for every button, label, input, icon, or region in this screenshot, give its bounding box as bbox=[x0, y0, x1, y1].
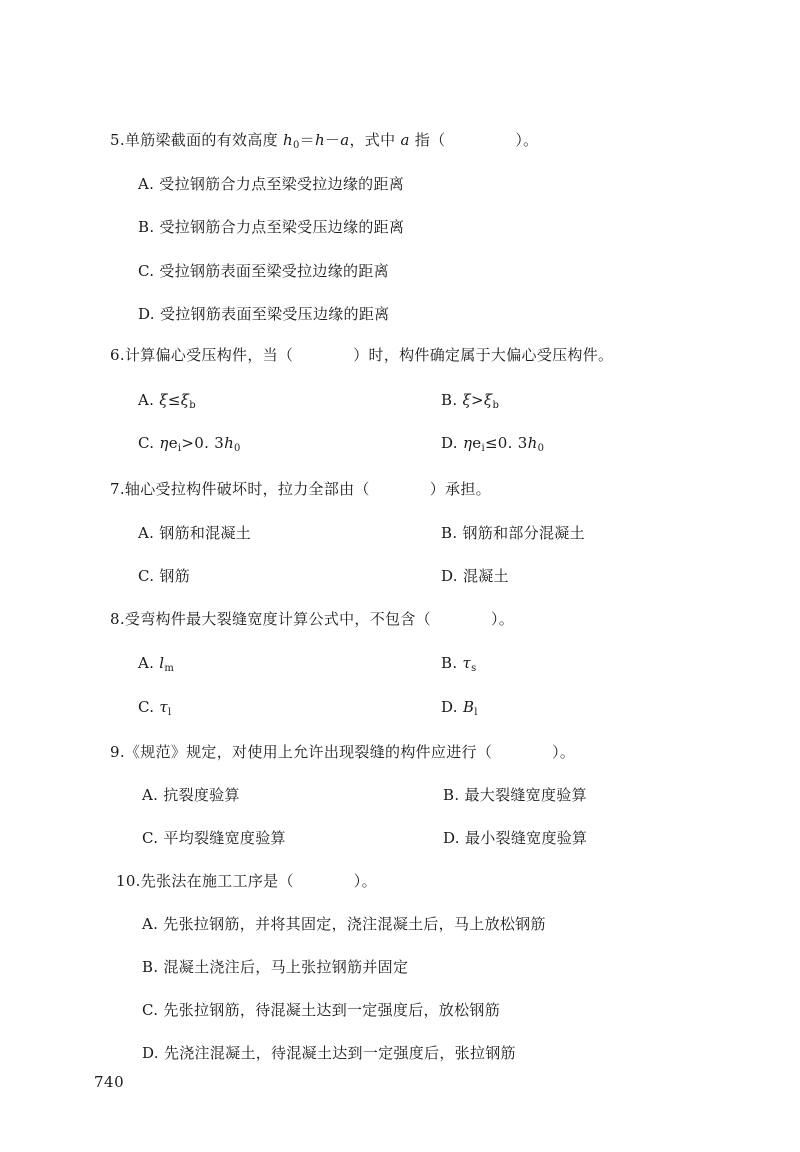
option-7c: C. 钢筋 bbox=[138, 567, 190, 585]
option-8d: D. $B_l$ bbox=[441, 698, 478, 718]
option-10b: B. 混凝土浇注后，马上张拉钢筋并固定 bbox=[142, 958, 409, 976]
question-number: 9. bbox=[110, 743, 125, 761]
option-6d: D. $\eta e_i\le 0$. $3h_0$ bbox=[441, 434, 545, 454]
option-8b: B. $\tau_s$ bbox=[441, 654, 477, 674]
page-number: 740 bbox=[94, 1073, 125, 1091]
option-6a: A. $\xi\le\xi_b$ bbox=[138, 391, 196, 411]
question-9-stem: 9.《规范》规定，对使用上允许出现裂缝的构件应进行（ ）。 bbox=[110, 743, 576, 761]
option-5c: C. 受拉钢筋表面至梁受拉边缘的距离 bbox=[138, 262, 389, 280]
question-number: 6. bbox=[110, 346, 125, 364]
question-10-stem: 10.先张法在施工工序是（ ）。 bbox=[116, 872, 377, 890]
option-9c: C. 平均裂缝宽度验算 bbox=[142, 829, 286, 847]
option-7d: D. 混凝土 bbox=[441, 567, 509, 585]
question-number: 7. bbox=[110, 480, 125, 498]
option-6c: C. $\eta e_i>0$. $3h_0$ bbox=[138, 434, 241, 454]
question-number: 8. bbox=[110, 610, 125, 628]
question-5-stem: 5.单筋梁截面的有效高度 $h_0=h-a$，式中 a 指（ ）。 bbox=[110, 131, 539, 151]
question-number: 10. bbox=[116, 872, 141, 890]
option-9d: D. 最小裂缝宽度验算 bbox=[443, 829, 588, 847]
question-7-stem: 7.轴心受拉构件破坏时，拉力全部由（ ）承担。 bbox=[110, 480, 491, 498]
option-7a: A. 钢筋和混凝土 bbox=[138, 524, 252, 542]
question-number: 5. bbox=[110, 131, 125, 149]
option-8c: C. $\tau_l$ bbox=[138, 698, 172, 718]
option-9a: A. 抗裂度验算 bbox=[142, 786, 240, 804]
option-10c: C. 先张拉钢筋，待混凝土达到一定强度后，放松钢筋 bbox=[142, 1001, 500, 1019]
question-8-stem: 8.受弯构件最大裂缝宽度计算公式中，不包含（ ）。 bbox=[110, 610, 515, 628]
option-10d: D. 先浇注混凝土，待混凝土达到一定强度后，张拉钢筋 bbox=[142, 1044, 516, 1062]
option-7b: B. 钢筋和部分混凝土 bbox=[441, 524, 585, 542]
option-6b: B. $\xi>\xi_b$ bbox=[441, 391, 500, 411]
option-8a: A. $l_m$ bbox=[138, 654, 175, 674]
option-5d: D. 受拉钢筋表面至梁受压边缘的距离 bbox=[138, 305, 390, 323]
question-6-stem: 6.计算偏心受压构件，当（ ）时，构件确定属于大偏心受压构件。 bbox=[110, 346, 614, 364]
option-5b: B. 受拉钢筋合力点至梁受压边缘的距离 bbox=[138, 218, 405, 236]
option-5a: A. 受拉钢筋合力点至梁受拉边缘的距离 bbox=[138, 175, 405, 193]
option-9b: B. 最大裂缝宽度验算 bbox=[443, 786, 587, 804]
option-10a: A. 先张拉钢筋，并将其固定，浇注混凝土后，马上放松钢筋 bbox=[142, 915, 546, 933]
